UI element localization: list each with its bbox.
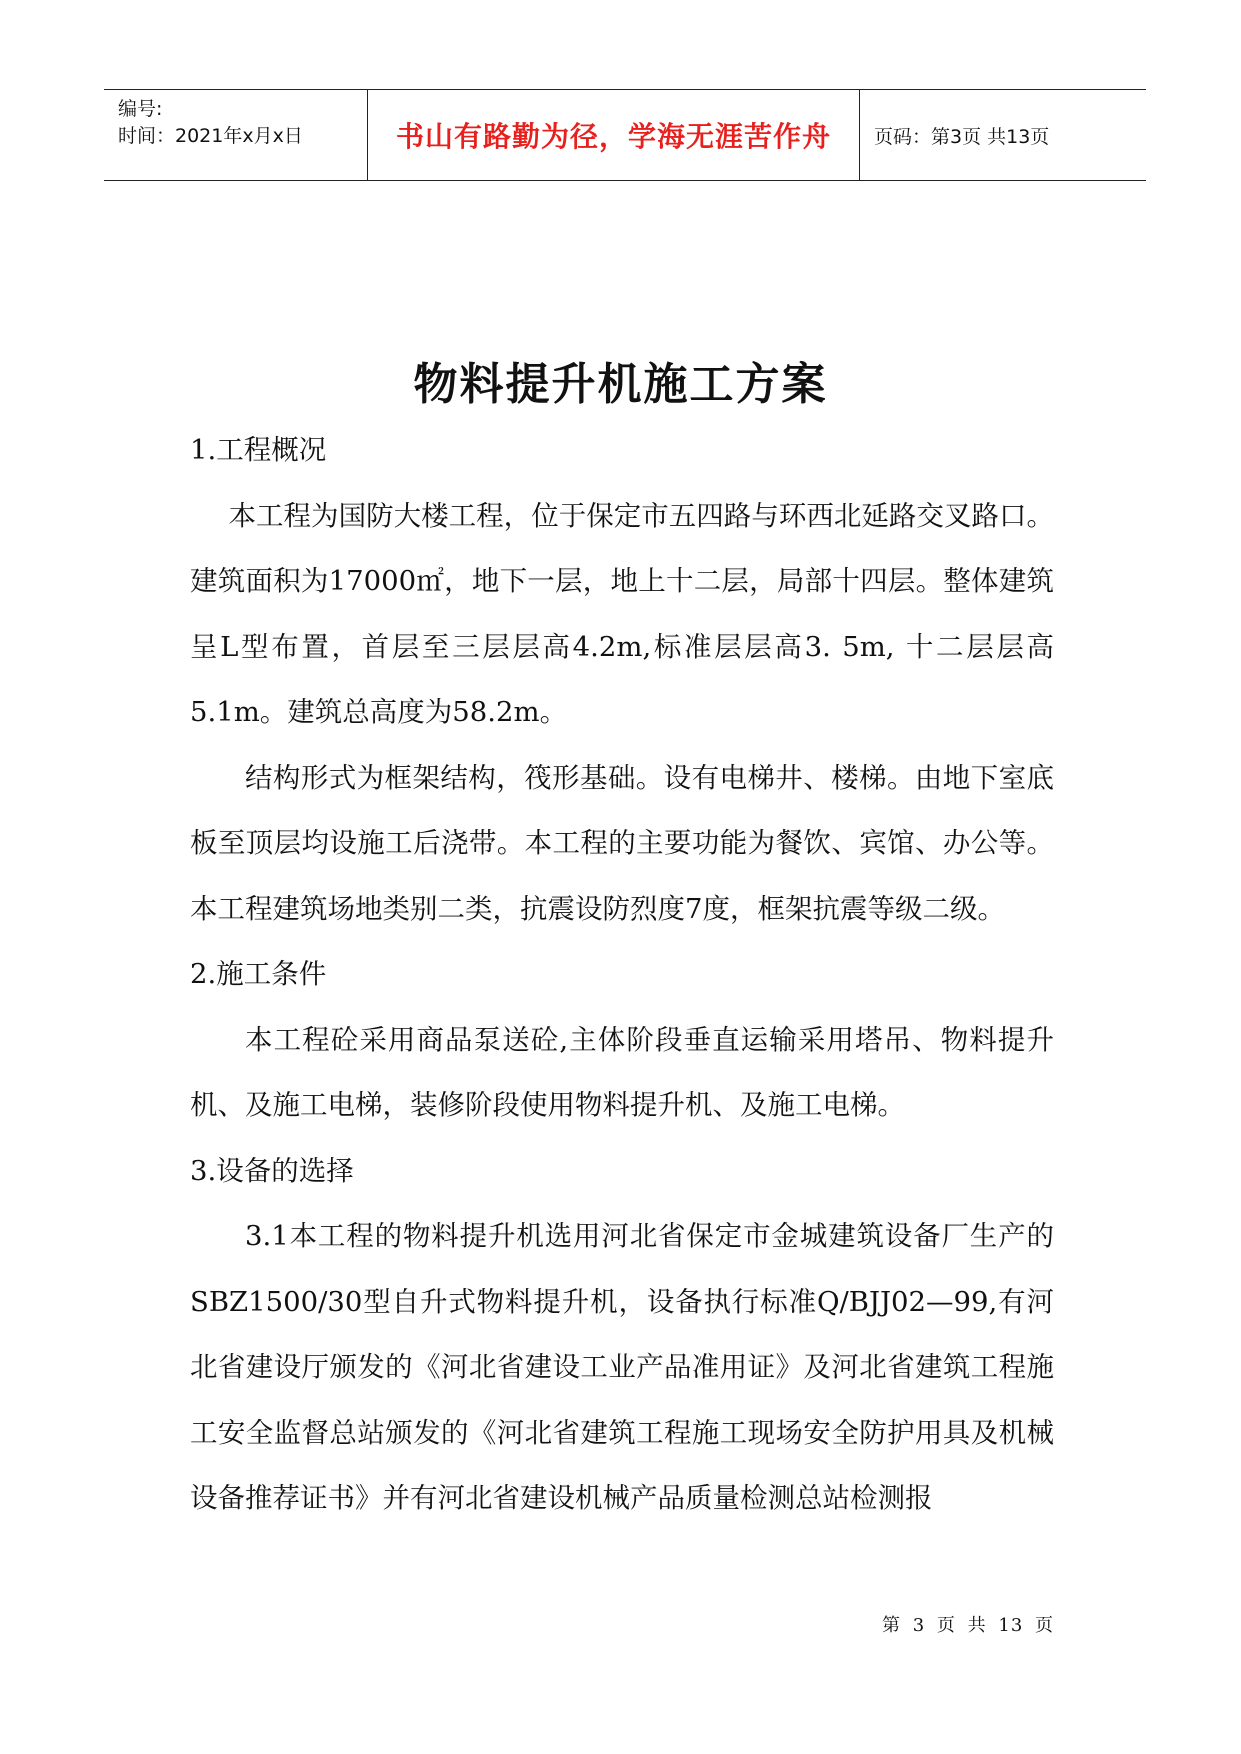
section-heading-conditions: 2.施工条件: [190, 958, 327, 990]
doc-number-label: 编号:: [118, 98, 163, 120]
header-info-cell: [104, 90, 368, 180]
doc-time-label: 时间：2021年x月x日: [118, 125, 303, 147]
page-footer: 第 3 页 共 13 页: [882, 1615, 1054, 1636]
paragraph-conditions: 本工程砼采用商品泵送砼,主体阶段垂直运输采用塔吊、物料提升机、及施工电梯，装修阶段使用物料提升机、及施工电梯。: [190, 1023, 1054, 1121]
paragraph-overview-2: 结构形式为框架结构，筏形基础。设有电梯井、楼梯。由地下室底板至顶层均设施工后浇带。本工程的主要功能为餐饮、宾馆、办公等。本工程建筑场地类别二类，抗震设防烈度7度，框架抗震等级二级。: [190, 761, 1054, 925]
header-motto-cell: [368, 90, 860, 180]
paragraph-equipment-3-1: 3.1本工程的物料提升机选用河北省保定市金城建筑设备厂生产的SBZ1500/30型自升式物料提升机，设备执行标准Q/BJJ02—99,有河北省建设厅颁发的《河北省建设工业产品准用证》及河北省建筑工程施工安全监督总站颁发的《河北省建筑工程施工现场安全防护用具及机械设备推荐证书》并有河北省建设机械产品质量检测总站检测报: [190, 1220, 1054, 1514]
motto-text: 书山有路勤为径，学海无涯苦作舟: [395, 120, 831, 153]
section-heading-equipment: 3.设备的选择: [190, 1154, 354, 1187]
paragraph-overview-1: 本工程为国防大楼工程，位于保定市五四路与环西北延路交叉路口。建筑面积为17000㎡，地下一层，地上十二层，局部十四层。整体建筑呈L型布置，首层至三层层高4.2m,标准层层高3. 5m, 十二层层高5.1m。建筑总高度为58.2m。: [190, 499, 1054, 728]
section-heading-overview: 1.工程概况: [190, 434, 327, 466]
page-header: [104, 89, 1146, 181]
header-page-cell: [860, 90, 1146, 180]
page-number-label: 页码：第3页 共13页: [874, 125, 1050, 148]
document-body: [190, 418, 1054, 1532]
document-title: 物料提升机施工方案: [413, 359, 828, 410]
